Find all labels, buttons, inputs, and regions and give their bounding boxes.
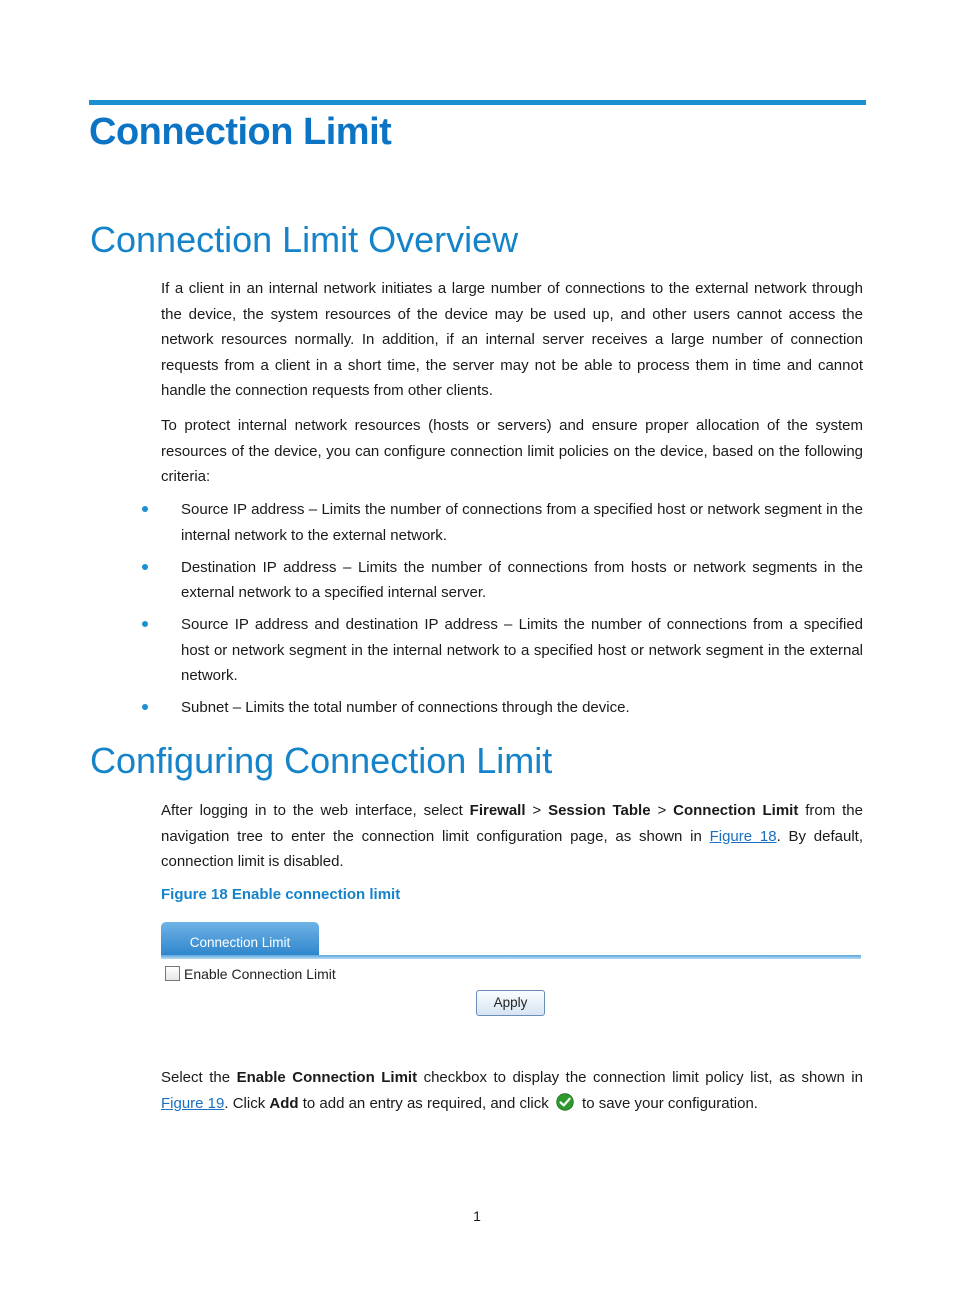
tab-underline (161, 955, 861, 959)
text-run: Select the (161, 1069, 237, 1086)
tab-connection-limit[interactable]: Connection Limit (161, 922, 319, 955)
bullet-icon (142, 564, 148, 570)
menu-path-connection-limit: Connection Limit (673, 802, 799, 819)
overview-heading: Connection Limit Overview (90, 219, 519, 260)
configuring-paragraph-2 (161, 1065, 863, 1116)
figure-caption: Figure 18 Enable connection limit (161, 886, 401, 903)
criteria-list (140, 497, 863, 727)
add-ref: Add (269, 1094, 299, 1112)
overview-paragraph-2: To protect internal network resources (hosts or servers) and ensure proper allocation of the system resources of the device, you can configure connection limit policies on the device, based on the following criteria: (161, 417, 863, 485)
path-separator: > (525, 802, 549, 819)
text-run: . Click (224, 1094, 270, 1112)
path-separator: > (650, 802, 674, 819)
enable-connection-limit-checkbox[interactable] (165, 966, 180, 981)
check-icon (556, 1093, 574, 1111)
list-item (140, 497, 863, 548)
configuring-paragraph-1 (161, 798, 863, 875)
enable-connection-limit-label: Enable Connection Limit (184, 966, 336, 982)
bullet-icon (142, 621, 148, 627)
text-run: to add an entry as required, and click (298, 1094, 553, 1112)
list-item-text: Destination IP address – Limits the number of connections from hosts or network segments in the external network to a specified internal server. (181, 558, 863, 601)
top-rule (89, 100, 866, 105)
text-run: to save your configuration. (577, 1094, 758, 1112)
text-run: After logging in to the web interface, select (161, 802, 470, 819)
menu-path-firewall: Firewall (469, 802, 526, 819)
text-run: from the navigation tree to enter the connection limit configuration page, as shown in (161, 802, 863, 845)
list-item (140, 612, 863, 689)
menu-path-session-table: Session Table (548, 802, 651, 819)
enable-connection-limit-ref: Enable Connection Limit (236, 1069, 418, 1086)
page-number: 1 (473, 1208, 481, 1224)
list-item (140, 695, 863, 721)
list-item-text: Subnet – Limits the total number of connections through the device. (181, 699, 630, 716)
list-item-text: Source IP address and destination IP address – Limits the number of connections from a specified host or network segment in the internal network to a specified host or network segment in the external network. (181, 616, 863, 684)
figure-19-link[interactable]: Figure 19 (161, 1094, 225, 1112)
chapter-title: Connection Limit (89, 111, 392, 153)
overview-paragraph-1: If a client in an internal network initiates a large number of connections to the external network through the device, the system resources of the device may be used up, and other users cannot access the network resources normally. In addition, if an internal server receives a large number of connection requests from a client in a short time, the server may not be able to process them in time and cannot handle the connection requests from other clients. (161, 280, 863, 399)
figure-18-link[interactable]: Figure 18 (709, 827, 777, 845)
text-run: . By default, connection limit is disabled. (161, 827, 864, 870)
bullet-icon (142, 506, 148, 512)
apply-button[interactable]: Apply (476, 990, 545, 1016)
bullet-icon (142, 704, 148, 710)
text-run: checkbox to display the connection limit policy list, as shown in (417, 1069, 863, 1086)
list-item-text: Source IP address – Limits the number of connections from a specified host or network segment in the internal network to the external network. (181, 501, 863, 544)
list-item (140, 555, 863, 606)
configuring-heading: Configuring Connection Limit (90, 740, 553, 781)
